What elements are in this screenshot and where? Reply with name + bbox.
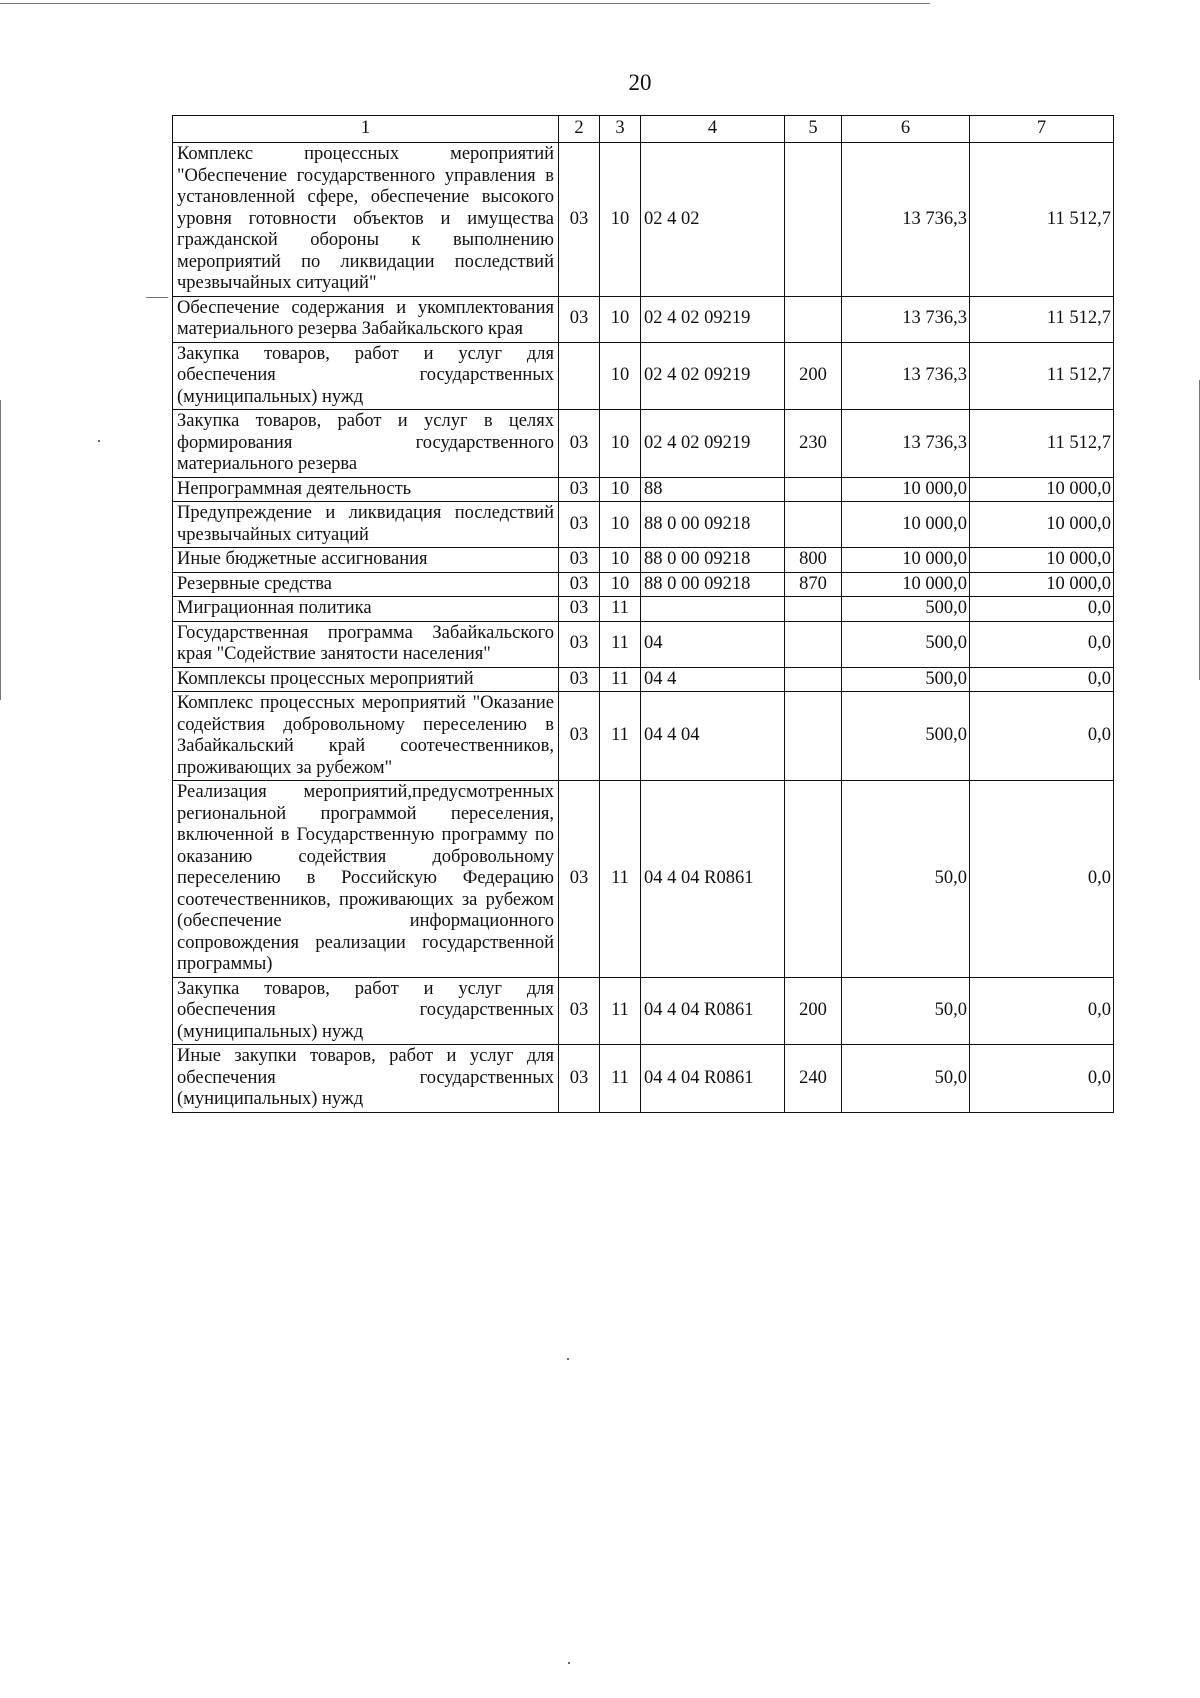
row-target-code: 88 0 00 09218 xyxy=(641,548,785,573)
page-number: 20 xyxy=(628,70,652,95)
row-section: 03 xyxy=(559,781,600,978)
scan-artifact-left-edge xyxy=(0,400,1,700)
column-header-5: 5 xyxy=(785,116,842,143)
row-expense-type xyxy=(785,597,842,622)
column-header-6: 6 xyxy=(842,116,970,143)
column-header-1: 1 xyxy=(173,116,559,143)
row-amount-col7: 11 512,7 xyxy=(970,410,1114,478)
row-name: Иные закупки товаров, работ и услуг для обеспечения государственных (муниципальных) нужд xyxy=(173,1045,559,1113)
row-section: 03 xyxy=(559,143,600,297)
table-row xyxy=(173,296,1114,342)
row-section: 03 xyxy=(559,502,600,548)
row-subsection: 10 xyxy=(600,477,641,502)
table-row xyxy=(173,667,1114,692)
row-amount-col7: 11 512,7 xyxy=(970,296,1114,342)
column-header-3: 3 xyxy=(600,116,641,143)
row-name: Комплекс процессных мероприятий "Обеспечение государственного управления в установленной сфере, обеспечение высокого уровня готовности объектов и имущества гражданской обороны к выполнению мероприятий по ликвидации последствий чрезвычайных ситуаций" xyxy=(173,143,559,297)
table-row xyxy=(173,621,1114,667)
row-target-code: 88 xyxy=(641,477,785,502)
row-name: Закупка товаров, работ и услуг в целях формирования государственного материального резерва xyxy=(173,410,559,478)
table-row xyxy=(173,597,1114,622)
row-section: 03 xyxy=(559,296,600,342)
row-section: 03 xyxy=(559,572,600,597)
row-target-code: 02 4 02 09219 xyxy=(641,410,785,478)
row-subsection: 11 xyxy=(600,1045,641,1113)
row-section: 03 xyxy=(559,667,600,692)
table-row xyxy=(173,781,1114,978)
row-name: Реализация мероприятий,предусмотренных региональной программой переселения, включенной в Государственную программу по оказанию содействия добровольному переселению в Российскую Федерацию соотечественников, проживающих за рубежом (обеспечение информационного сопровождения реализации государственной программы) xyxy=(173,781,559,978)
table-row xyxy=(173,692,1114,781)
row-section: 03 xyxy=(559,548,600,573)
column-header-7: 7 xyxy=(970,116,1114,143)
row-amount-col7: 11 512,7 xyxy=(970,143,1114,297)
row-amount-col7: 0,0 xyxy=(970,977,1114,1045)
row-amount-col6: 10 000,0 xyxy=(842,548,970,573)
row-amount-col7: 0,0 xyxy=(970,692,1114,781)
row-target-code: 04 4 04 R0861 xyxy=(641,781,785,978)
row-expense-type xyxy=(785,296,842,342)
row-subsection: 10 xyxy=(600,548,641,573)
row-amount-col6: 10 000,0 xyxy=(842,572,970,597)
row-section: 03 xyxy=(559,977,600,1045)
row-subsection: 11 xyxy=(600,667,641,692)
table-header-row xyxy=(173,116,1114,143)
row-name: Иные бюджетные ассигнования xyxy=(173,548,559,573)
row-amount-col7: 0,0 xyxy=(970,621,1114,667)
row-subsection: 10 xyxy=(600,342,641,410)
row-target-code: 02 4 02 xyxy=(641,143,785,297)
row-expense-type: 200 xyxy=(785,342,842,410)
scan-artifact-margin-mark xyxy=(146,297,168,298)
row-subsection: 11 xyxy=(600,597,641,622)
row-expense-type xyxy=(785,477,842,502)
row-name: Резервные средства xyxy=(173,572,559,597)
table-row xyxy=(173,410,1114,478)
row-target-code: 02 4 02 09219 xyxy=(641,296,785,342)
row-subsection: 11 xyxy=(600,621,641,667)
row-name: Закупка товаров, работ и услуг для обеспечения государственных (муниципальных) нужд xyxy=(173,342,559,410)
row-amount-col6: 10 000,0 xyxy=(842,477,970,502)
row-amount-col6: 500,0 xyxy=(842,692,970,781)
row-amount-col6: 10 000,0 xyxy=(842,502,970,548)
row-section: 03 xyxy=(559,1045,600,1113)
row-name: Государственная программа Забайкальского края "Содействие занятости населения" xyxy=(173,621,559,667)
row-subsection: 10 xyxy=(600,502,641,548)
row-subsection: 10 xyxy=(600,572,641,597)
row-amount-col6: 13 736,3 xyxy=(842,342,970,410)
row-target-code: 04 4 04 xyxy=(641,692,785,781)
column-header-2: 2 xyxy=(559,116,600,143)
row-expense-type xyxy=(785,143,842,297)
row-expense-type xyxy=(785,621,842,667)
row-expense-type: 870 xyxy=(785,572,842,597)
row-expense-type xyxy=(785,502,842,548)
row-amount-col7: 0,0 xyxy=(970,597,1114,622)
row-expense-type xyxy=(785,667,842,692)
row-amount-col7: 0,0 xyxy=(970,667,1114,692)
table-row xyxy=(173,572,1114,597)
row-subsection: 11 xyxy=(600,781,641,978)
row-target-code: 88 0 00 09218 xyxy=(641,572,785,597)
row-amount-col7: 11 512,7 xyxy=(970,342,1114,410)
row-name: Предупреждение и ликвидация последствий чрезвычайных ситуаций xyxy=(173,502,559,548)
row-subsection: 10 xyxy=(600,410,641,478)
row-name: Обеспечение содержания и укомплектования материального резерва Забайкальского края xyxy=(173,296,559,342)
row-amount-col6: 50,0 xyxy=(842,977,970,1045)
scan-artifact-dot xyxy=(568,1662,570,1664)
row-name: Комплекс процессных мероприятий "Оказание содействия добровольному переселению в Забайкальский край соотечественников, проживающих за рубежом" xyxy=(173,692,559,781)
row-name: Непрограммная деятельность xyxy=(173,477,559,502)
row-target-code: 04 4 xyxy=(641,667,785,692)
row-expense-type: 200 xyxy=(785,977,842,1045)
row-subsection: 10 xyxy=(600,296,641,342)
row-section: 03 xyxy=(559,477,600,502)
scan-artifact-dot xyxy=(567,1358,569,1360)
row-amount-col7: 10 000,0 xyxy=(970,548,1114,573)
row-expense-type: 240 xyxy=(785,1045,842,1113)
scan-artifact-dot xyxy=(98,440,100,442)
row-section: 03 xyxy=(559,621,600,667)
column-header-4: 4 xyxy=(641,116,785,143)
row-amount-col6: 13 736,3 xyxy=(842,143,970,297)
row-name: Миграционная политика xyxy=(173,597,559,622)
row-section xyxy=(559,342,600,410)
row-target-code: 02 4 02 09219 xyxy=(641,342,785,410)
row-amount-col7: 0,0 xyxy=(970,781,1114,978)
row-amount-col6: 500,0 xyxy=(842,597,970,622)
row-expense-type xyxy=(785,692,842,781)
row-amount-col6: 500,0 xyxy=(842,621,970,667)
table-row xyxy=(173,1045,1114,1113)
table-row xyxy=(173,548,1114,573)
row-expense-type: 230 xyxy=(785,410,842,478)
row-target-code: 04 4 04 R0861 xyxy=(641,1045,785,1113)
row-amount-col7: 0,0 xyxy=(970,1045,1114,1113)
row-amount-col6: 50,0 xyxy=(842,1045,970,1113)
row-expense-type: 800 xyxy=(785,548,842,573)
table-row xyxy=(173,143,1114,297)
row-subsection: 11 xyxy=(600,692,641,781)
row-target-code: 88 0 00 09218 xyxy=(641,502,785,548)
scan-artifact-top-line xyxy=(0,3,930,4)
row-target-code: 04 xyxy=(641,621,785,667)
table-row xyxy=(173,977,1114,1045)
row-target-code xyxy=(641,597,785,622)
budget-table xyxy=(172,115,1114,1113)
row-amount-col7: 10 000,0 xyxy=(970,572,1114,597)
row-section: 03 xyxy=(559,597,600,622)
table-row xyxy=(173,477,1114,502)
row-subsection: 10 xyxy=(600,143,641,297)
table-row xyxy=(173,342,1114,410)
row-target-code: 04 4 04 R0861 xyxy=(641,977,785,1045)
row-section: 03 xyxy=(559,692,600,781)
row-section: 03 xyxy=(559,410,600,478)
table-row xyxy=(173,502,1114,548)
row-amount-col7: 10 000,0 xyxy=(970,477,1114,502)
row-expense-type xyxy=(785,781,842,978)
row-amount-col6: 500,0 xyxy=(842,667,970,692)
row-name: Комплексы процессных мероприятий xyxy=(173,667,559,692)
row-amount-col6: 13 736,3 xyxy=(842,410,970,478)
row-amount-col6: 13 736,3 xyxy=(842,296,970,342)
row-subsection: 11 xyxy=(600,977,641,1045)
row-name: Закупка товаров, работ и услуг для обеспечения государственных (муниципальных) нужд xyxy=(173,977,559,1045)
row-amount-col7: 10 000,0 xyxy=(970,502,1114,548)
row-amount-col6: 50,0 xyxy=(842,781,970,978)
